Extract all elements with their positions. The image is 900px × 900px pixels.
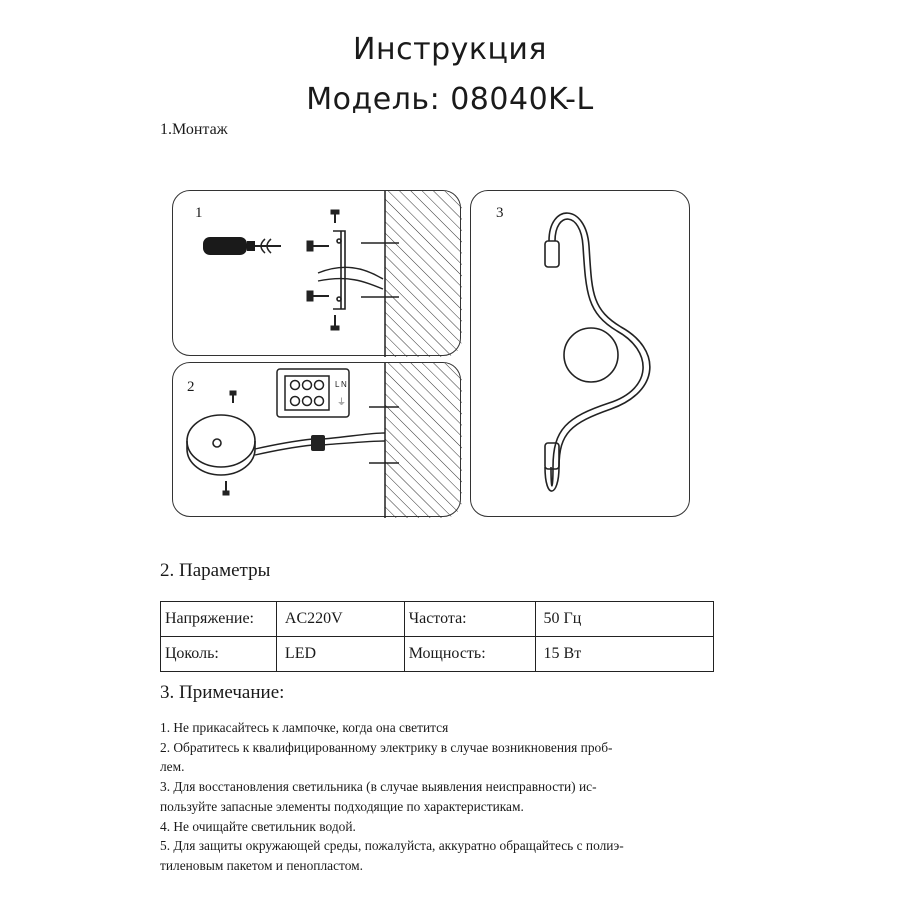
screw-icon [307,291,329,301]
note-line: лем. [160,759,185,775]
screw-icon [331,210,339,223]
model-number: Модель: 08040K-L [306,82,594,117]
note-line: тиленовым пакетом и пенопластом. [160,857,363,873]
step-number: 1 [195,205,203,221]
table-row [161,637,714,672]
terminal-label: N [341,380,347,389]
param-label: Цоколь: [161,637,277,672]
wall-hatching [385,363,462,518]
parameters-table [160,601,714,672]
terminal-connector [311,435,325,451]
screw-icon [307,241,329,251]
assembled-lamp-illustration [471,191,691,518]
mounting-step-3-panel [470,190,690,517]
notes-list [160,718,720,876]
screw-icon [223,481,229,495]
lamp-canopy [564,328,618,382]
mounting-step-1-panel [172,190,461,356]
table-row [161,602,714,637]
note-line: пользуйте запасные элементы подходящие по характеристикам. [160,798,524,814]
note-line: 1. Не прикасайтесь к лампочке, когда она светится [160,720,449,735]
mounting-step-2-panel [172,362,461,517]
param-label: Частота: [404,602,535,637]
step-number: 3 [496,205,504,221]
section-heading-notes: 3. Примечание: [160,682,285,703]
wall-hatching [385,191,462,357]
lamp-tube-outer [545,213,650,491]
note-line: 3. Для восстановления светильника (в случае выявления неисправности) ис- [160,779,597,795]
step-2-illustration [173,363,462,518]
wires [318,267,383,289]
section-heading-mounting: 1.Монтаж [160,121,228,138]
screwdriver-icon [203,237,281,255]
param-value: AC220V [276,602,404,637]
note-line: 4. Не очищайте светильник водой. [160,818,356,834]
terminal-block-inset [277,369,349,417]
lamp-end-cap [545,443,559,469]
terminal-label: L [335,380,340,389]
canopy-base [187,415,255,475]
param-value: LED [276,637,404,672]
lamp-end-cap [545,241,559,267]
param-label: Напряжение: [161,602,277,637]
mounting-bracket [333,231,345,309]
step-number: 2 [187,379,195,395]
note-line: 2. Обратитесь к квалифицированному электрику в случае возникновения проб- [160,739,613,755]
param-value: 50 Гц [535,602,713,637]
param-label: Мощность: [404,637,535,672]
note-line: 5. Для защиты окружающей среды, пожалуйста, аккуратно обращайтесь с полиэ- [160,838,624,854]
step-1-illustration [173,191,462,357]
screw-icon [230,391,236,403]
screw-icon [331,315,339,330]
document-title: Инструкция [353,32,547,67]
ground-label: ⏚ [337,398,347,408]
param-value: 15 Вт [535,637,713,672]
section-heading-parameters: 2. Параметры [160,560,271,581]
